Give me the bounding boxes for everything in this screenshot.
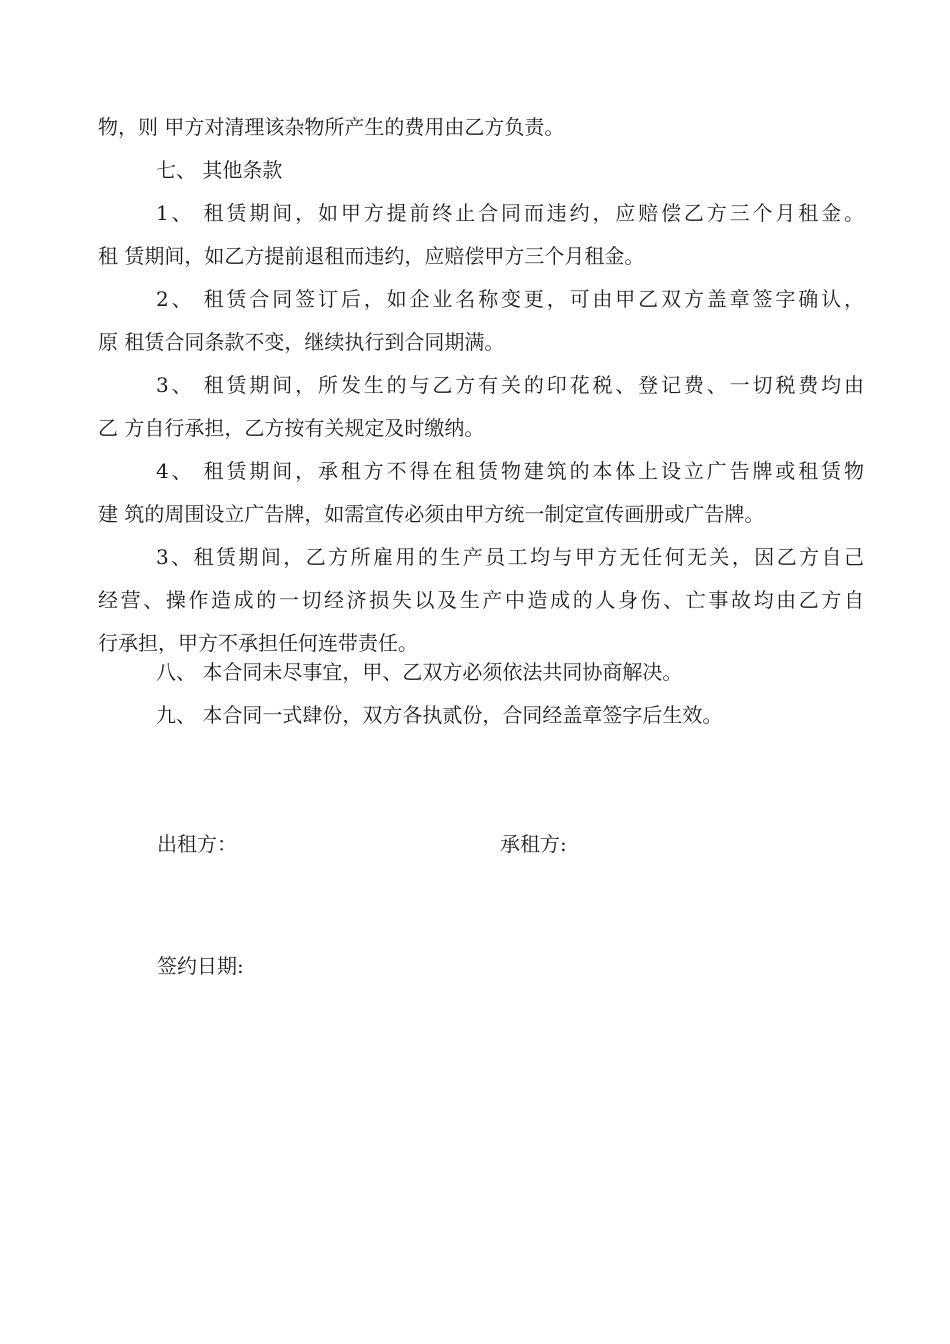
paragraph-line: 经营、操作造成的一切经济损失以及生产中造成的人身伤、亡事故均由乙方自	[98, 588, 864, 612]
clause-4	[98, 450, 864, 536]
paragraph-line: 2、 租赁合同签订后，如企业名称变更，可由甲乙双方盖章签字确认，	[156, 287, 864, 311]
paragraph-cleanup-fee	[98, 106, 864, 149]
paragraph-line: 八、 本合同未尽事宜，甲、乙双方必须依法共同协商解决。	[156, 660, 683, 684]
paragraph-line: 原 租赁合同条款不变，继续执行到合同期满。	[98, 330, 505, 354]
lessor-signature-label: 出租方：	[157, 832, 237, 856]
signing-date-label: 签约日期:	[157, 954, 244, 978]
paragraph-line: 九、 本合同一式肆份，双方各执贰份，合同经盖章签字后生效。	[156, 703, 723, 727]
paragraph-line: 物，则 甲方对清理该杂物所产生的费用由乙方负责。	[98, 115, 565, 139]
paragraph-line: 1、 租赁期间，如甲方提前终止合同而违约，应赔偿乙方三个月租金。	[156, 201, 864, 225]
paragraph-line: 乙 方自行承担，乙方按有关规定及时缴纳。	[98, 416, 485, 440]
paragraph-line: 4、 租赁期间，承租方不得在租赁物建筑的本体上设立广告牌或租赁物	[156, 459, 864, 483]
section-9	[98, 694, 864, 737]
clause-1	[98, 192, 864, 278]
paragraph-line: 3、 租赁期间，所发生的与乙方有关的印花税、登记费、一切税费均由	[156, 373, 864, 397]
clause-3	[98, 364, 864, 450]
paragraph-line: 建 筑的周围设立广告牌，如需宣传必须由甲方统一制定宣传画册或广告牌。	[98, 502, 765, 526]
clause-2	[98, 278, 864, 364]
paragraph-line: 租 赁期间，如乙方提前退租而违约，应赔偿甲方三个月租金。	[98, 244, 645, 268]
section-8	[98, 651, 864, 694]
paragraph-line: 3、租赁期间，乙方所雇用的生产员工均与甲方无任何无关，因乙方自己	[156, 545, 864, 569]
section-heading-other-terms	[98, 149, 864, 192]
paragraph-line: 七、 其他条款	[156, 158, 283, 182]
clause-employees	[98, 536, 864, 665]
paragraph-line: 行承担，甲方不承担任何连带责任。	[98, 631, 418, 655]
lessee-signature-label: 承租方:	[500, 832, 567, 856]
